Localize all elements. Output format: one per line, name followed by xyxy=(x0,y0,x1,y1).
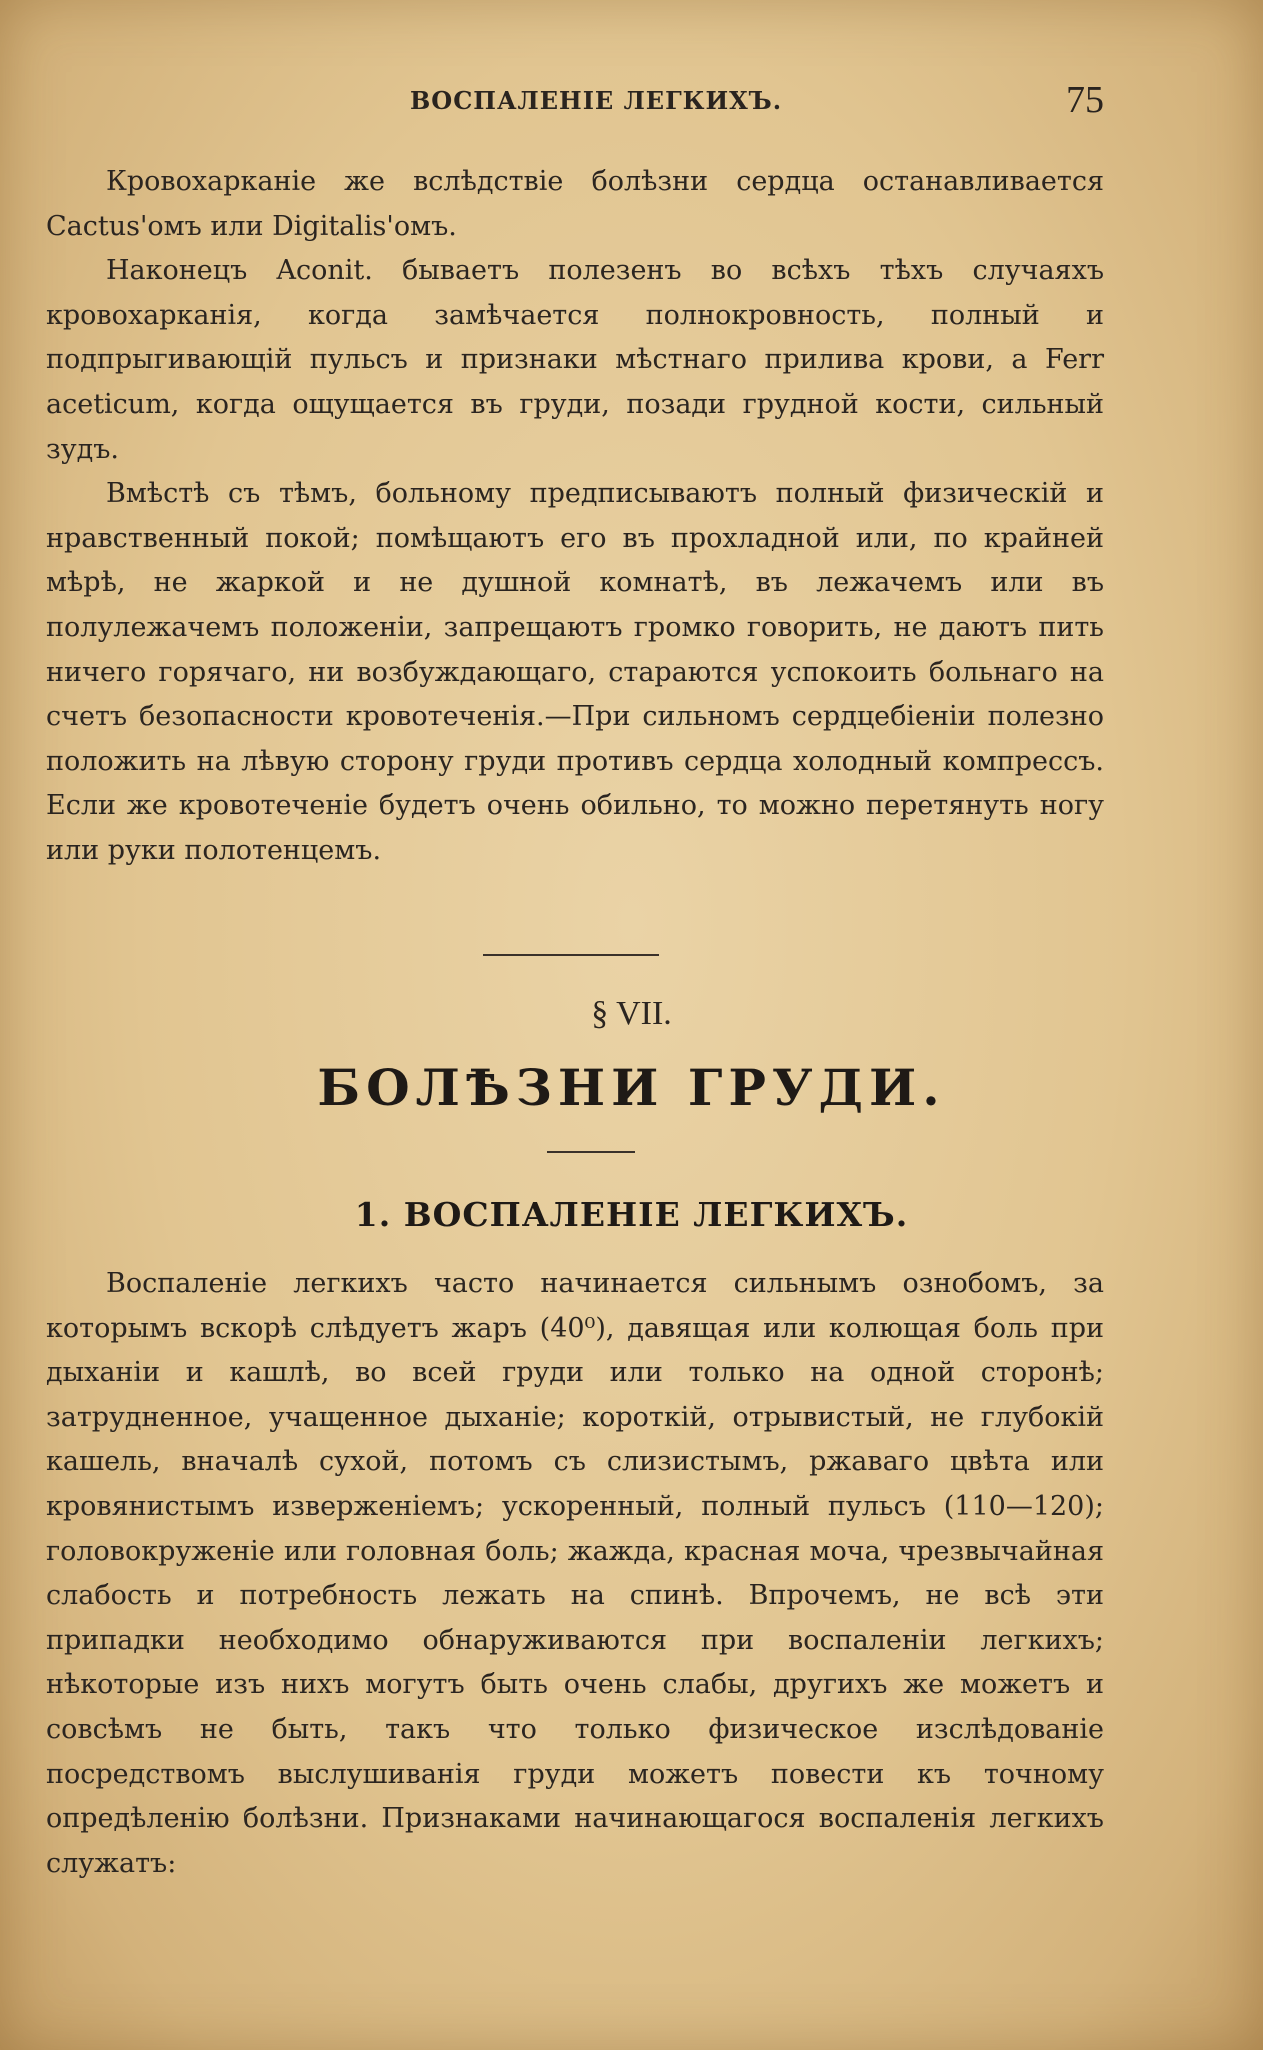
running-head xyxy=(0,78,1263,128)
paragraph: Наконецъ Aconit. бываетъ полезенъ во всѣхъ тѣхъ случаяхъ кровохарканія, когда замѣчается полнокровность, полный и подпрыгивающій пульсъ и признаки мѣстнаго прилива крови, а Ferr aceticum, когда ощущается въ груди, позади грудной кости, сильный зудъ. xyxy=(46,255,1104,465)
subsection-title: 1. ВОСПАЛЕНІЕ ЛЕГКИХЪ. xyxy=(354,1195,909,1234)
page-number: 75 xyxy=(1066,79,1104,121)
divider-rule xyxy=(483,954,659,956)
chapter-title: БОЛѢЗНИ ГРУДИ. xyxy=(317,1058,946,1117)
body-text xyxy=(46,1262,1104,1886)
divider-rule xyxy=(547,1151,635,1153)
paragraph: Вмѣстѣ съ тѣмъ, больному предписываютъ полный физическій и нравственный покой; помѣщаютъ его въ прохладной или, по крайней мѣрѣ, не жаркой и не душной комнатѣ, въ лежачемъ или въ полулежачемъ положеніи, запрещаютъ громко говорить, не даютъ пить ничего горячаго, ни возбуждающаго, стараются успокоить больнаго на счетъ безопасности кровотеченія.—При сильномъ сердцебіеніи полезно положить на лѣвую сторону груди противъ сердца холодный компрессъ. Если же кровотеченіе будетъ очень обильно, то можно перетянуть ногу или руки полотенцемъ. xyxy=(46,478,1104,866)
paragraph: Кровохарканіе же вслѣдствіе болѣзни сердца останавливается Cactus'омъ или Digitalis'омъ. xyxy=(46,166,1104,242)
running-title: ВОСПАЛЕНІЕ ЛЕГКИХЪ. xyxy=(410,86,783,115)
section-number: § VII. xyxy=(591,995,672,1032)
intro-text xyxy=(46,160,1104,874)
paragraph: Воспаленіе легкихъ часто начинается сильнымъ ознобомъ, за которымъ вскорѣ слѣдуетъ жаръ (40⁰), давящая или колющая боль при дыханіи и кашлѣ, во всей груди или только на одной сторонѣ; затрудненное, учащенное дыханіе; короткій, отрывистый, не глубокій кашель, вначалѣ сухой, потомъ съ слизистымъ, ржаваго цвѣта или кровянистымъ изверженіемъ; ускоренный, полный пульсъ (110—120); головокруженіе или головная боль; жажда, красная моча, чрезвычайная слабость и потребность лежать на спинѣ. Впрочемъ, не всѣ эти припадки необходимо обнаруживаются при воспаленіи легкихъ; нѣкоторые изъ нихъ могутъ быть очень слабы, другихъ же можетъ и совсѣмъ не быть, такъ что только физическое изслѣдованіе посредствомъ выслушиванія груди можетъ повести къ точному опредѣленію болѣзни. Признаками начинающагося воспаленія легкихъ служатъ: xyxy=(46,1268,1104,1879)
